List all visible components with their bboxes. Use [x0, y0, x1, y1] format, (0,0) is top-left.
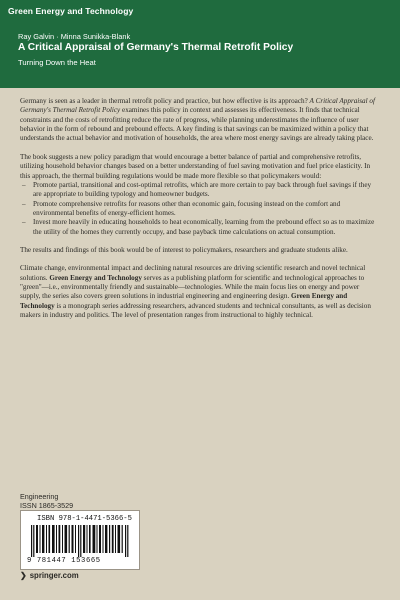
book-title: A Critical Appraisal of Germany's Thermal Retrofit Policy [18, 42, 294, 53]
chevron-right-icon: ❯ [20, 571, 27, 580]
publisher-link: springer.com [29, 571, 79, 580]
back-cover-text [20, 97, 380, 330]
bullet-item: – Invest more heavily in educating households to heat economically, learning from the prebound effect so as to maximize the utility of the homes they currently occupy, and base payback time calculations on actual consumption. [20, 218, 380, 237]
issn-label: ISSN 1865-3529 [20, 501, 74, 511]
bullet-item: – Promote comprehensive retrofits for reasons other than economic gain, focusing instead on the comfort and environmental benefits of energy-efficient homes. [20, 200, 380, 219]
series-name-bold: Green Energy and Technology [20, 292, 348, 310]
barcode-digits: 9 781447 153665 [27, 557, 101, 565]
intro-text-b: examines this policy in context and assesses its effectiveness. It finds that technical constraints and the costs of retrofitting reduce the rate of progress, while planning underestimates the influence of user behavior in the form of rebound and prebound effects. A key finding is that savings can be maximized within a policy that understands the actual behavior and motivation of households, the area where most energy savings are already taking place. [20, 106, 374, 143]
publisher-url [20, 571, 79, 580]
bullet-item: – Promote partial, transitional and cost-optimal retrofits, which are more certain to pay back through fuel savings if they are appropriate to building typology and homeowner budgets. [20, 181, 380, 200]
cover-header [0, 0, 400, 88]
barcode [20, 510, 140, 570]
bibliographic-info [20, 492, 73, 511]
series-text-a: Climate change, environmental impact and declining natural resources are driving scientific research and novel technical solutions. [20, 264, 366, 282]
authors: Ray Galvin · Minna Sunikka-Blank [18, 32, 131, 41]
paragraph-policy: The book suggests a new policy paradigm that would encourage a better balance of partial and comprehensive retrofits, utilizing household behavior changes based on a better understanding of fuel saving motivation and fuel price elasticity. In this approach, the thermal building regulations would be made more flexible so that policymakers would: [20, 152, 371, 180]
series-name: Green Energy and Technology [8, 6, 134, 16]
series-name-bold: Green Energy and Technology [49, 273, 142, 282]
intro-text-a: Germany is seen as a leader in thermal retrofit policy and practice, but how effective is its approach? [20, 97, 310, 105]
isbn-label: ISBN 978-1-4471-5366-5 [37, 515, 132, 523]
series-description [20, 264, 380, 320]
series-text-d: is a monograph series addressing researchers, advanced students and technical consultants, as well as decision makers in industry and politics. The level of presentation ranges from instructional to highly technical. [20, 301, 371, 320]
paragraph-audience: The results and findings of this book would be of interest to policymakers, researchers and graduate students alike. [20, 246, 348, 255]
subject-label: Engineering [20, 492, 59, 501]
intro-book-title: A Critical Appraisal of Germany's Thermal Retrofit Policy [20, 97, 375, 115]
paragraph-intro [20, 97, 380, 144]
book-subtitle: Turning Down the Heat [18, 58, 96, 67]
series-text-c: serves as a publishing platform for scientific and technological approaches to "green"—i.e., environmentally friendly and sustainable—technologies. While the main focus lies on energy and power supply, the series also covers green solutions in industrial engineering and engineering design. [20, 273, 365, 301]
barcode-icon [29, 525, 133, 557]
policy-bullet-list [20, 181, 380, 237]
